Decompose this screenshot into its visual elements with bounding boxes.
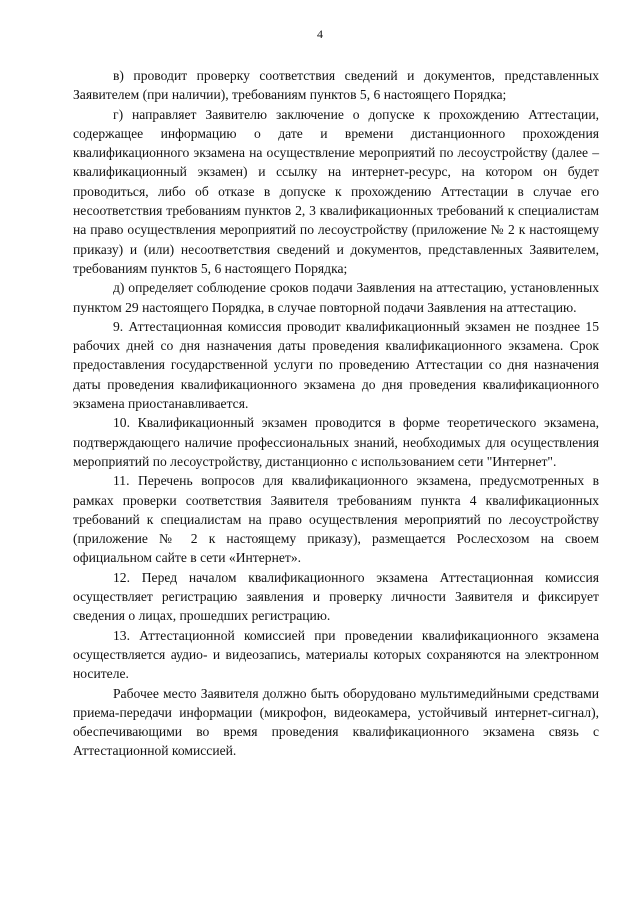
paragraph-9: 9. Аттестационная комиссия проводит квалификационный экзамен не позднее 15 рабочих дней со дня назначения даты проведения квалификационного экзамена. Срок предоставления государственной услуги по проведению Аттестации со дня назначения даты проведения квалификационного экзамена до дня проведения квалификационного экзамена приостанавливается. xyxy=(73,318,599,412)
document-body xyxy=(73,66,599,761)
paragraph-item-d: д) определяет соблюдение сроков подачи Заявления на аттестацию, установленных пунктом 29 настоящего Порядка, в случае повторной подачи Заявления на аттестацию. xyxy=(73,280,599,315)
paragraph-10: 10. Квалификационный экзамен проводится в форме теоретического экзамена, подтверждающего наличие профессиональных знаний, необходимых для осуществления мероприятий по лесоустройству, дистанционно с использованием сети "Интернет". xyxy=(73,415,599,469)
paragraph-12: 12. Перед началом квалификационного экзамена Аттестационная комиссия осуществляет регистрацию заявления и проверку личности Заявителя и фиксирует сведения о лицах, прошедших регистрацию. xyxy=(73,569,599,624)
paragraph-item-g: г) направляет Заявителю заключение о допуске к прохождению Аттестации, содержащее информацию о дате и времени дистанционного прохождения квалификационного экзамена на осуществление мероприятий по лесоустройству (далее – квалификационный экзамен) и ссылку на интернет-ресурс, на котором он будет проводиться, либо об отказе в допуске к прохождению Аттестации в случае его несоответствия требованиям пунктов 2, 3 квалификационных требований к специалистам на право осуществления мероприятий по лесоустройству (приложение № 2 к настоящему приказу) и (или) несоответствия сведений и документов, представленных Заявителем, требованиям пунктов 5, 6 настоящего Порядка; xyxy=(73,106,599,276)
paragraph-11: 11. Перечень вопросов для квалификационного экзамена, предусмотренных в рамках проверки соответствия Заявителя требованиям пункта 4 квалификационных требований к специалистам на право осуществления мероприятий по лесоустройству (приложение № 2 к настоящему приказу), размещается Рослесхозом на своем официальном сайте в сети «Интернет». xyxy=(73,473,599,566)
paragraph-workplace-requirements: Рабочее место Заявителя должно быть оборудовано мультимедийными средствами приема-передачи информации (микрофон, видеокамера, устойчивый интернет-сигнал), обеспечивающими во время проведения квалификационного экзамена связь с Аттестационной комиссией. xyxy=(73,685,599,759)
paragraph-item-v: в) проводит проверку соответствия сведений и документов, представленных Заявителем (при наличии), требованиям пунктов 5, 6 настоящего Порядка; xyxy=(73,68,599,103)
paragraph-13: 13. Аттестационной комиссией при проведении квалификационного экзамена осуществляется аудио- и видеозапись, материалы которых сохраняются на электронном носителе. xyxy=(73,627,599,682)
page-number: 4 xyxy=(317,27,323,41)
